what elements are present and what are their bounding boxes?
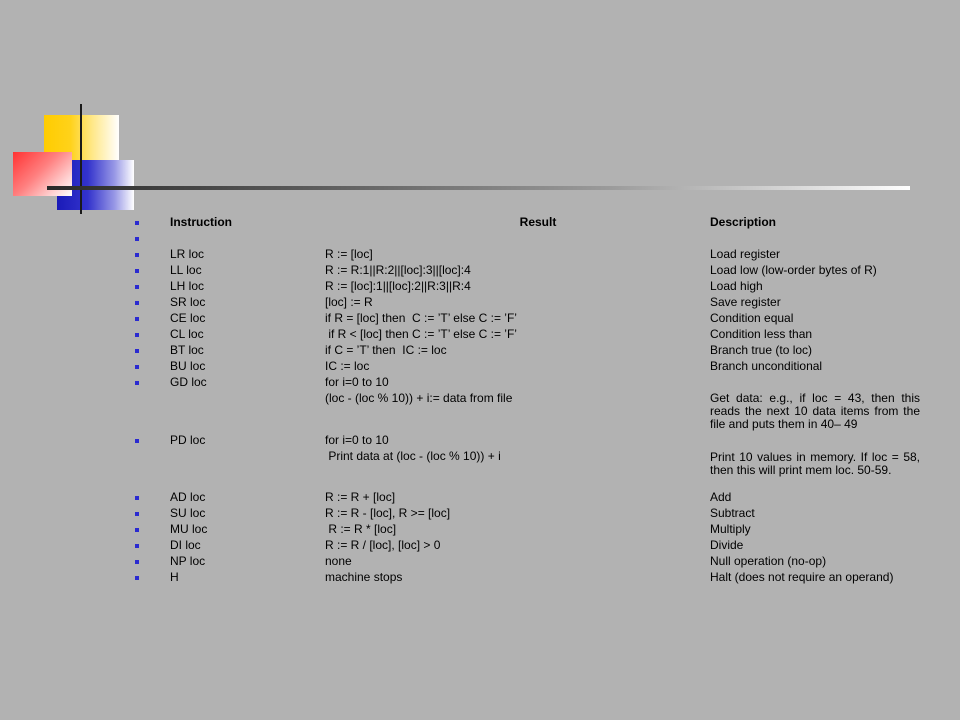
- instruction-cell: PD loc: [170, 433, 206, 447]
- instruction-cell: BU loc: [170, 359, 206, 373]
- instruction-cell: GD loc: [170, 375, 207, 389]
- result-cell: for i=0 to 10: [325, 375, 389, 389]
- description-cell: Load register: [710, 247, 781, 261]
- bullet-icon: [135, 301, 139, 305]
- header-result: Result: [519, 215, 557, 229]
- instruction-cell: LH loc: [170, 279, 205, 293]
- decorative-horizontal-rule: [47, 186, 910, 190]
- result-cell: if R < [loc] then C := ’T’ else C := ’F’: [325, 327, 517, 341]
- result-cell: R := R / [loc], [loc] > 0: [325, 538, 441, 552]
- instruction-cell: LR loc: [170, 247, 205, 261]
- bullet-icon: [135, 544, 139, 548]
- bullet-icon: [135, 560, 139, 564]
- bullet-icon: [135, 333, 139, 337]
- description-cell: Load high: [710, 279, 763, 293]
- description-cell: Condition less than: [710, 327, 813, 341]
- instruction-cell: DI loc: [170, 538, 201, 552]
- result-cell: R := R:1||R:2||[loc]:3||[loc]:4: [325, 263, 471, 277]
- description-cell: Divide: [710, 538, 744, 552]
- result-cell: R := R * [loc]: [325, 522, 397, 536]
- instruction-cell: AD loc: [170, 490, 206, 504]
- description-cell: Branch unconditional: [710, 359, 823, 373]
- instruction-cell: NP loc: [170, 554, 206, 568]
- instruction-cell: LL loc: [170, 263, 202, 277]
- bullet-icon: [135, 496, 139, 500]
- description-cell: Condition equal: [710, 311, 794, 325]
- description-cell: Print 10 values in memory. If loc = 58, then this will print mem loc. 50-59.: [710, 450, 920, 477]
- instruction-cell: BT loc: [170, 343, 204, 357]
- result-cell: machine stops: [325, 570, 403, 584]
- description-cell: Branch true (to loc): [710, 343, 813, 357]
- bullet-icon: [135, 285, 139, 289]
- instruction-cell: SR loc: [170, 295, 206, 309]
- bullet-icon: [135, 269, 139, 273]
- instruction-cell: H: [170, 570, 179, 584]
- instruction-cell: CL loc: [170, 327, 204, 341]
- result-cell: R := R - [loc], R >= [loc]: [325, 506, 451, 520]
- description-cell: Add: [710, 490, 732, 504]
- result-cell: for i=0 to 10: [325, 433, 389, 447]
- bullet-icon: [135, 317, 139, 321]
- description-cell: Save register: [710, 295, 781, 309]
- bullet-icon: [135, 253, 139, 257]
- bullet-icon: [135, 381, 139, 385]
- result-cell: [loc] := R: [325, 295, 373, 309]
- result-cell: R := [loc]: [325, 247, 373, 261]
- description-cell: Subtract: [710, 506, 755, 520]
- bullet-icon: [135, 237, 139, 241]
- bullet-icon: [135, 528, 139, 532]
- header-instruction: Instruction: [170, 215, 232, 229]
- result-cell: (loc - (loc % 10)) + i:= data from file: [325, 391, 513, 405]
- bullet-icon: [135, 365, 139, 369]
- bullet-icon: [135, 439, 139, 443]
- description-cell: Get data: e.g., if loc = 43, then this reads the next 10 data items from the file and puts them in 40– 49: [710, 391, 920, 431]
- result-cell: R := R + [loc]: [325, 490, 396, 504]
- instruction-cell: CE loc: [170, 311, 206, 325]
- description-cell: Multiply: [710, 522, 751, 536]
- bullet-icon: [135, 221, 139, 225]
- result-cell: IC := loc: [325, 359, 370, 373]
- result-cell: if R = [loc] then C := ’T’ else C := ’F’: [325, 311, 517, 325]
- bullet-icon: [135, 576, 139, 580]
- bullet-icon: [135, 349, 139, 353]
- bullet-icon: [135, 512, 139, 516]
- result-cell: Print data at (loc - (loc % 10)) + i: [325, 449, 501, 463]
- header-description: Description: [710, 215, 777, 229]
- description-cell: Load low (low-order bytes of R): [710, 263, 877, 277]
- instruction-cell: MU loc: [170, 522, 208, 536]
- decorative-vertical-line: [80, 104, 82, 214]
- description-cell: Null operation (no-op): [710, 554, 827, 568]
- description-cell: Halt (does not require an operand): [710, 570, 894, 584]
- result-cell: none: [325, 554, 352, 568]
- result-cell: R := [loc]:1||[loc]:2||R:3||R:4: [325, 279, 471, 293]
- result-cell: if C = ’T’ then IC := loc: [325, 343, 447, 357]
- instruction-cell: SU loc: [170, 506, 206, 520]
